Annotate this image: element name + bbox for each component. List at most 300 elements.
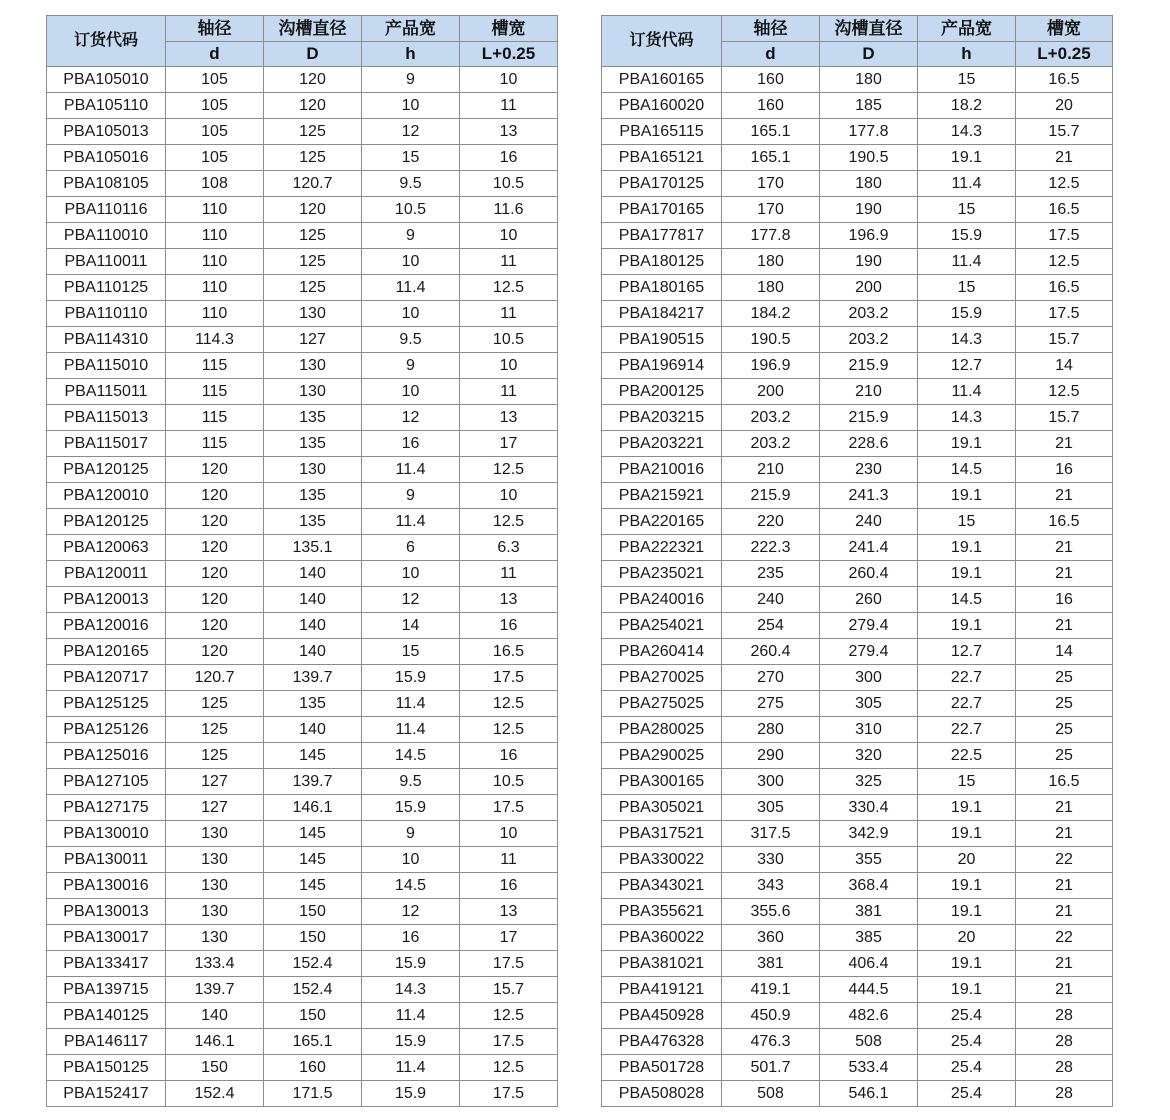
groove-width-cell: 17.5 [460,1081,558,1107]
product-width-cell: 9 [362,483,460,509]
header-symbol-d: d [722,42,820,67]
shaft-diameter-cell: 120 [166,613,264,639]
table-row [47,1029,558,1055]
groove-diameter-cell: 135 [264,691,362,717]
table-row [602,509,1113,535]
groove-diameter-cell: 135 [264,483,362,509]
groove-diameter-cell: 150 [264,925,362,951]
shaft-diameter-cell: 260.4 [722,639,820,665]
shaft-diameter-cell: 210 [722,457,820,483]
header-symbol-D: D [820,42,918,67]
product-width-cell: 9.5 [362,171,460,197]
order-code-cell: PBA114310 [47,327,166,353]
groove-width-cell: 11 [460,561,558,587]
shaft-diameter-cell: 110 [166,275,264,301]
table-row [47,717,558,743]
shaft-diameter-cell: 184.2 [722,301,820,327]
shaft-diameter-cell: 330 [722,847,820,873]
table-row [602,301,1113,327]
groove-width-cell: 17.5 [460,665,558,691]
shaft-diameter-cell: 152.4 [166,1081,264,1107]
groove-width-cell: 11 [460,301,558,327]
groove-diameter-cell: 325 [820,769,918,795]
groove-diameter-cell: 196.9 [820,223,918,249]
header-product-width: 产品宽 [918,16,1016,42]
table-row [602,561,1113,587]
order-code-cell: PBA160165 [602,67,722,93]
table-row [47,405,558,431]
table-row [602,639,1113,665]
table-row [602,847,1113,873]
table-row [47,301,558,327]
groove-diameter-cell: 125 [264,145,362,171]
groove-width-cell: 17.5 [1016,301,1113,327]
order-code-cell: PBA120016 [47,613,166,639]
shaft-diameter-cell: 146.1 [166,1029,264,1055]
groove-diameter-cell: 140 [264,587,362,613]
groove-width-cell: 13 [460,405,558,431]
groove-diameter-cell: 140 [264,561,362,587]
shaft-diameter-cell: 110 [166,197,264,223]
shaft-diameter-cell: 180 [722,275,820,301]
order-code-cell: PBA105013 [47,119,166,145]
groove-diameter-cell: 444.5 [820,977,918,1003]
shaft-diameter-cell: 120 [166,561,264,587]
order-code-cell: PBA125016 [47,743,166,769]
order-code-cell: PBA130010 [47,821,166,847]
table-row [602,587,1113,613]
groove-width-cell: 12.5 [460,691,558,717]
product-width-cell: 19.1 [918,899,1016,925]
groove-width-cell: 16 [460,743,558,769]
shaft-diameter-cell: 115 [166,379,264,405]
product-width-cell: 11.4 [362,457,460,483]
groove-width-cell: 16 [460,873,558,899]
table-row [602,223,1113,249]
table-row [47,743,558,769]
shaft-diameter-cell: 160 [722,67,820,93]
table-row [47,613,558,639]
product-width-cell: 11.4 [918,171,1016,197]
shaft-diameter-cell: 130 [166,847,264,873]
shaft-diameter-cell: 160 [722,93,820,119]
groove-diameter-cell: 120.7 [264,171,362,197]
product-width-cell: 25.4 [918,1081,1016,1107]
table-row [47,327,558,353]
groove-diameter-cell: 230 [820,457,918,483]
product-width-cell: 14.5 [918,457,1016,483]
product-width-cell: 16 [362,925,460,951]
shaft-diameter-cell: 127 [166,795,264,821]
order-code-cell: PBA130017 [47,925,166,951]
table-row [47,119,558,145]
shaft-diameter-cell: 105 [166,67,264,93]
shaft-diameter-cell: 270 [722,665,820,691]
order-code-cell: PBA120013 [47,587,166,613]
groove-diameter-cell: 279.4 [820,639,918,665]
product-width-cell: 19.1 [918,795,1016,821]
groove-width-cell: 11 [460,379,558,405]
groove-width-cell: 22 [1016,925,1113,951]
shaft-diameter-cell: 115 [166,353,264,379]
table-row [602,821,1113,847]
product-width-cell: 12 [362,587,460,613]
table-row [602,1055,1113,1081]
groove-width-cell: 21 [1016,483,1113,509]
groove-width-cell: 21 [1016,145,1113,171]
order-code-cell: PBA170165 [602,197,722,223]
groove-diameter-cell: 482.6 [820,1003,918,1029]
groove-diameter-cell: 260.4 [820,561,918,587]
order-code-cell: PBA105016 [47,145,166,171]
groove-width-cell: 12.5 [1016,171,1113,197]
shaft-diameter-cell: 110 [166,301,264,327]
product-width-cell: 22.7 [918,717,1016,743]
product-width-cell: 25.4 [918,1003,1016,1029]
groove-width-cell: 11 [460,93,558,119]
header-shaft-diameter: 轴径 [722,16,820,42]
shaft-diameter-cell: 120 [166,639,264,665]
groove-width-cell: 21 [1016,873,1113,899]
groove-diameter-cell: 215.9 [820,353,918,379]
product-width-cell: 16 [362,431,460,457]
groove-width-cell: 21 [1016,561,1113,587]
header-shaft-diameter: 轴径 [166,16,264,42]
table-row [602,405,1113,431]
groove-diameter-cell: 203.2 [820,301,918,327]
table-row [602,743,1113,769]
product-width-cell: 19.1 [918,873,1016,899]
header-groove-diameter: 沟槽直径 [820,16,918,42]
groove-width-cell: 10.5 [460,171,558,197]
product-width-cell: 19.1 [918,821,1016,847]
product-width-cell: 25.4 [918,1055,1016,1081]
groove-width-cell: 11 [460,249,558,275]
shaft-diameter-cell: 222.3 [722,535,820,561]
table-row [47,1055,558,1081]
product-width-cell: 22.7 [918,665,1016,691]
table-row [47,769,558,795]
groove-diameter-cell: 310 [820,717,918,743]
product-width-cell: 15 [918,67,1016,93]
shaft-diameter-cell: 501.7 [722,1055,820,1081]
table-row [602,483,1113,509]
groove-diameter-cell: 342.9 [820,821,918,847]
groove-diameter-cell: 140 [264,717,362,743]
order-code-cell: PBA120165 [47,639,166,665]
table-row [602,977,1113,1003]
table-row [602,1003,1113,1029]
table-row [602,951,1113,977]
groove-width-cell: 16.5 [1016,275,1113,301]
table-row [47,899,558,925]
table-row [602,67,1113,93]
order-code-cell: PBA260414 [602,639,722,665]
shaft-diameter-cell: 419.1 [722,977,820,1003]
product-width-cell: 15.9 [362,951,460,977]
groove-diameter-cell: 160 [264,1055,362,1081]
product-width-cell: 9 [362,223,460,249]
table-row [47,873,558,899]
groove-width-cell: 20 [1016,93,1113,119]
shaft-diameter-cell: 120 [166,457,264,483]
product-width-cell: 14.3 [918,119,1016,145]
order-code-cell: PBA196914 [602,353,722,379]
shaft-diameter-cell: 165.1 [722,119,820,145]
order-code-cell: PBA501728 [602,1055,722,1081]
shaft-diameter-cell: 105 [166,93,264,119]
header-groove-diameter: 沟槽直径 [264,16,362,42]
groove-diameter-cell: 368.4 [820,873,918,899]
groove-width-cell: 10 [460,223,558,249]
groove-diameter-cell: 140 [264,613,362,639]
order-code-cell: PBA127105 [47,769,166,795]
groove-diameter-cell: 546.1 [820,1081,918,1107]
table-row [602,457,1113,483]
groove-diameter-cell: 150 [264,1003,362,1029]
order-code-cell: PBA125126 [47,717,166,743]
order-code-cell: PBA130013 [47,899,166,925]
order-code-cell: PBA105110 [47,93,166,119]
order-code-cell: PBA120010 [47,483,166,509]
groove-width-cell: 17.5 [460,951,558,977]
groove-width-cell: 21 [1016,795,1113,821]
product-width-cell: 14.3 [918,327,1016,353]
product-width-cell: 12.7 [918,353,1016,379]
groove-diameter-cell: 385 [820,925,918,951]
shaft-diameter-cell: 115 [166,431,264,457]
table-row [602,93,1113,119]
groove-diameter-cell: 200 [820,275,918,301]
shaft-diameter-cell: 150 [166,1055,264,1081]
header-groove-width: 槽宽 [460,16,558,42]
groove-width-cell: 12.5 [460,717,558,743]
table-row [47,847,558,873]
table-row [602,1081,1113,1107]
table-row [602,717,1113,743]
order-code-cell: PBA160020 [602,93,722,119]
groove-diameter-cell: 260 [820,587,918,613]
product-width-cell: 15 [918,275,1016,301]
groove-width-cell: 16.5 [1016,197,1113,223]
table-row [47,691,558,717]
table-row [47,171,558,197]
order-code-cell: PBA110125 [47,275,166,301]
order-code-cell: PBA115010 [47,353,166,379]
table-row [602,275,1113,301]
shaft-diameter-cell: 133.4 [166,951,264,977]
table-row [602,119,1113,145]
product-width-cell: 11.4 [362,717,460,743]
shaft-diameter-cell: 317.5 [722,821,820,847]
shaft-diameter-cell: 130 [166,873,264,899]
product-width-cell: 11.4 [918,379,1016,405]
order-code-cell: PBA190515 [602,327,722,353]
shaft-diameter-cell: 120 [166,509,264,535]
groove-width-cell: 12.5 [460,1003,558,1029]
order-code-cell: PBA180165 [602,275,722,301]
groove-width-cell: 28 [1016,1055,1113,1081]
groove-diameter-cell: 406.4 [820,951,918,977]
product-width-cell: 12 [362,119,460,145]
groove-diameter-cell: 130 [264,353,362,379]
groove-diameter-cell: 130 [264,457,362,483]
shaft-diameter-cell: 203.2 [722,405,820,431]
groove-diameter-cell: 152.4 [264,977,362,1003]
table-row [47,561,558,587]
product-width-cell: 10 [362,301,460,327]
order-code-cell: PBA165121 [602,145,722,171]
groove-diameter-cell: 180 [820,67,918,93]
groove-diameter-cell: 279.4 [820,613,918,639]
product-width-cell: 22.7 [918,691,1016,717]
groove-width-cell: 21 [1016,535,1113,561]
product-width-cell: 9 [362,353,460,379]
groove-diameter-cell: 177.8 [820,119,918,145]
order-code-cell: PBA280025 [602,717,722,743]
shaft-diameter-cell: 130 [166,821,264,847]
product-width-cell: 12.7 [918,639,1016,665]
groove-width-cell: 12.5 [1016,379,1113,405]
groove-width-cell: 10 [460,67,558,93]
table-row [602,249,1113,275]
product-width-cell: 10 [362,379,460,405]
groove-diameter-cell: 120 [264,93,362,119]
header-order-code: 订货代码 [47,16,166,67]
groove-width-cell: 14 [1016,639,1113,665]
groove-diameter-cell: 145 [264,847,362,873]
order-code-cell: PBA270025 [602,665,722,691]
groove-diameter-cell: 171.5 [264,1081,362,1107]
table-row [602,665,1113,691]
shaft-diameter-cell: 290 [722,743,820,769]
header-order-code: 订货代码 [602,16,722,67]
table-row [602,1029,1113,1055]
groove-width-cell: 15.7 [1016,119,1113,145]
order-code-cell: PBA127175 [47,795,166,821]
order-code-cell: PBA115017 [47,431,166,457]
shaft-diameter-cell: 305 [722,795,820,821]
order-code-cell: PBA133417 [47,951,166,977]
shaft-diameter-cell: 280 [722,717,820,743]
groove-diameter-cell: 135 [264,509,362,535]
order-code-cell: PBA476328 [602,1029,722,1055]
table-row [47,431,558,457]
table-row [602,873,1113,899]
order-code-cell: PBA125125 [47,691,166,717]
shaft-diameter-cell: 300 [722,769,820,795]
groove-diameter-cell: 150 [264,899,362,925]
groove-width-cell: 16.5 [460,639,558,665]
groove-width-cell: 21 [1016,821,1113,847]
shaft-diameter-cell: 130 [166,899,264,925]
header-symbol-L: L+0.25 [460,42,558,67]
order-code-cell: PBA105010 [47,67,166,93]
order-code-cell: PBA140125 [47,1003,166,1029]
shaft-diameter-cell: 170 [722,171,820,197]
groove-width-cell: 12.5 [460,1055,558,1081]
groove-diameter-cell: 125 [264,275,362,301]
shaft-diameter-cell: 190.5 [722,327,820,353]
groove-width-cell: 25 [1016,743,1113,769]
shaft-diameter-cell: 115 [166,405,264,431]
groove-width-cell: 10.5 [460,769,558,795]
header-product-width: 产品宽 [362,16,460,42]
shaft-diameter-cell: 200 [722,379,820,405]
groove-width-cell: 21 [1016,613,1113,639]
groove-diameter-cell: 508 [820,1029,918,1055]
groove-diameter-cell: 305 [820,691,918,717]
shaft-diameter-cell: 120 [166,587,264,613]
groove-width-cell: 11 [460,847,558,873]
order-code-cell: PBA110116 [47,197,166,223]
groove-width-cell: 16 [1016,457,1113,483]
product-width-cell: 10 [362,249,460,275]
product-width-cell: 10.5 [362,197,460,223]
product-width-cell: 9 [362,821,460,847]
table-row [47,587,558,613]
table-row [602,353,1113,379]
product-width-cell: 20 [918,925,1016,951]
groove-diameter-cell: 125 [264,249,362,275]
product-width-cell: 15.9 [362,1029,460,1055]
groove-diameter-cell: 215.9 [820,405,918,431]
shaft-diameter-cell: 476.3 [722,1029,820,1055]
groove-width-cell: 10 [460,353,558,379]
order-code-cell: PBA330022 [602,847,722,873]
groove-width-cell: 16.5 [1016,509,1113,535]
groove-diameter-cell: 190 [820,197,918,223]
groove-diameter-cell: 130 [264,379,362,405]
groove-diameter-cell: 533.4 [820,1055,918,1081]
groove-width-cell: 17 [460,925,558,951]
order-code-cell: PBA222321 [602,535,722,561]
table-row [602,691,1113,717]
table-row [47,821,558,847]
product-width-cell: 19.1 [918,613,1016,639]
product-width-cell: 20 [918,847,1016,873]
groove-diameter-cell: 241.4 [820,535,918,561]
product-width-cell: 18.2 [918,93,1016,119]
order-code-cell: PBA120125 [47,457,166,483]
product-width-cell: 15.9 [918,223,1016,249]
product-width-cell: 14.5 [918,587,1016,613]
table-row [602,197,1113,223]
product-width-cell: 11.4 [362,691,460,717]
product-width-cell: 15 [362,145,460,171]
order-code-cell: PBA152417 [47,1081,166,1107]
groove-diameter-cell: 127 [264,327,362,353]
groove-diameter-cell: 146.1 [264,795,362,821]
table-row [47,639,558,665]
product-width-cell: 14.3 [362,977,460,1003]
shaft-diameter-cell: 165.1 [722,145,820,171]
product-width-cell: 15.9 [918,301,1016,327]
groove-diameter-cell: 203.2 [820,327,918,353]
table-row [47,925,558,951]
order-code-cell: PBA130011 [47,847,166,873]
spec-table-left [46,15,558,1107]
shaft-diameter-cell: 450.9 [722,1003,820,1029]
table-row [47,249,558,275]
groove-width-cell: 10 [460,821,558,847]
shaft-diameter-cell: 254 [722,613,820,639]
table-row [47,1003,558,1029]
shaft-diameter-cell: 125 [166,691,264,717]
product-width-cell: 14 [362,613,460,639]
product-width-cell: 14.5 [362,743,460,769]
shaft-diameter-cell: 170 [722,197,820,223]
